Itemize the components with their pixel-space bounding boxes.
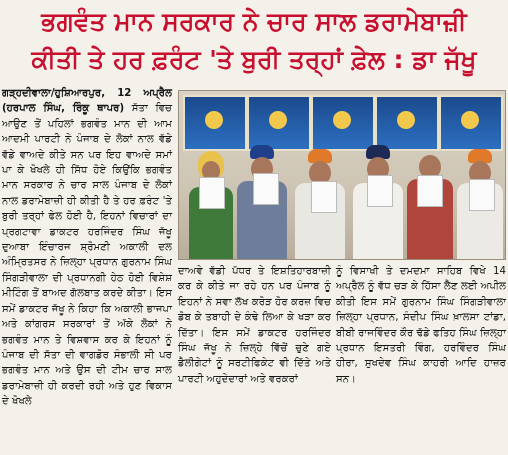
certificate xyxy=(417,175,443,207)
article-right-column-1 xyxy=(178,264,331,385)
headline-line-2: ਕੀਤੀ ਤੇ ਹਰ ਫ਼ਰੰਟ 'ਤੇ ਬੁਰੀ ਤਰ੍ਹਾਂ ਫ਼ੇਲ : ਡਾ ਜੱਖੂ xyxy=(31,45,477,74)
certificate xyxy=(253,173,279,205)
dateline: ਗੜ੍ਹਦੀਵਾਲਾ/ਹੁਸ਼ਿਆਰਪੁਰ, 12 ਅਪ੍ਰੈਲ xyxy=(2,88,172,99)
article-body-right-2: ਨੂੰ ਵਿਸਾਖੀ ਤੇ ਦਮਦਮਾ ਸਾਹਿਬ ਵਿਖੇ 14 ਅਪ੍ਰੈਲ ਨੂੰ ਵੱਧ ਚੜ ਕੇ ਹਿੱਸਾ ਲੈਣ ਲਈ ਅਪੀਲ ਕੀਤੀ ਇਸ ਸਮੇਂ ਗੁਰਨਾਮ ਸਿੰਘ ਸਿੰਗੜੀਵਾਲਾ ਜ਼ਿਲ੍ਹਾ ਪ੍ਰਧਾਨ, ਸੰਦੀਪ ਸਿੰਘ ਖ਼ਾਲਸਾ ਟਾਂਡਾ, ਬੀਬੀ ਰਾਜਵਿੰਦਰ ਕੌਰ ਢੱਡੇ ਫਤਿਹ ਸਿੰਘ ਜ਼ਿਲ੍ਹਾ ਪ੍ਰਧਾਨ ਇਸਤਰੀ ਵਿੰਗ, ਹਰਵਿੰਦਰ ਸਿੰਘ ਹੀਰਾ, ਸੁਖਦੇਵ ਸਿੰਘ ਕਾਹਰੀ ਆਦਿ ਹਾਜ਼ਰ ਸਨ। xyxy=(336,266,506,385)
certificate xyxy=(367,175,393,207)
article-body-left: ਸੱਤਾ ਵਿਚ ਆਉਣ ਤੋਂ ਪਹਿਲਾਂ ਭਗਵੰਤ ਮਾਨ ਦੀ ਆਮ ਆਦਮੀ ਪਾਰਟੀ ਨੇ ਪੰਜਾਬ ਦੇ ਲੋਕਾਂ ਨਾਲ ਵੱਡੇ ਵੱਡੇ ਵਾਅਦੇ ਕੀਤੇ ਸਨ ਪਰ ਇਹ ਵਾਅਦੇ ਸਮਾਂ ਪਾ ਕੇ ਖੋਖਲੇ ਹੀ ਸਿੱਧ ਹੋਏ ਕਿਉਂਕਿ ਭਗਵੰਤ ਮਾਨ ਸਰਕਾਰ ਨੇ ਚਾਰ ਸਾਲ ਪੰਜਾਬ ਦੇ ਲੋਕਾਂ ਨਾਲ ਡਰਾਮੇਬਾਜ਼ੀ ਹੀ ਕੀਤੀ ਹੈ ਤੇ ਹਰ ਫ਼ਰੰਟ 'ਤੇ ਬੁਰੀ ਤਰ੍ਹਾਂ ਫੇਲ ਹੋਈ ਹੈ, ਇਹਨਾਂ ਵਿਚਾਰਾਂ ਦਾ ਪ੍ਰਗਟਾਵਾ ਡਾਕਟਰ ਹਰਜਿੰਦਰ ਸਿੰਘ ਜੱਖੂ ਦੁਆਬਾ ਇੰਚਾਰਜ ਸ਼੍ਰੋਮਣੀ ਅਕਾਲੀ ਦਲ ਅੰਮ੍ਰਿਤਸਰ ਨੇ ਜ਼ਿਲ੍ਹਾ ਪ੍ਰਧਾਨ ਗੁਰਨਾਮ ਸਿੰਘ ਸਿੰਗੜੀਵਾਲਾ ਦੀ ਪ੍ਰਧਾਨਗੀ ਹੇਠ ਹੋਈ ਵਿਸ਼ੇਸ਼ ਮੀਟਿੰਗ ਤੋਂ ਬਾਅਦ ਗੱਲਬਾਤ ਕਰਦੇ ਕੀਤਾ। ਇਸ ਸਮੇਂ ਡਾਕਟਰ ਜੱਖੂ ਨੇ ਕਿਹਾ ਕਿ ਅਕਾਲੀ ਭਾਜਪਾ ਅਤੇ ਕਾਂਗਰਸ ਸਰਕਾਰਾਂ ਤੋਂ ਅੱਕੇ ਲੋਕਾਂ ਨੇ ਭਗਵੰਤ ਮਾਨ ਤੇ ਵਿਸ਼ਵਾਸ ਕਰ ਕੇ ਇਹਨਾਂ ਨੂੰ ਪੰਜਾਬ ਦੀ ਸੱਤਾ ਦੀ ਵਾਗਡੋਰ ਸੰਭਾਲੀ ਸੀ ਪਰ ਭਗਵੰਤ ਮਾਨ ਅਤੇ ਉਸ ਦੀ ਟੀਮ ਚਾਰ ਸਾਲ ਡਰਾਮੇਬਾਜ਼ੀ ਹੀ ਕਰਦੀ ਰਹੀ ਅਤੇ ਹੁਣ ਵਿਕਾਸ ਦੇ ਖੋਖਲੇ xyxy=(2,103,173,408)
article-body-right-1: ਦਾਅਵੇ ਵੱਡੀ ਪੱਧਰ ਤੇ ਇਸ਼ਤਿਹਾਰਬਾਜ਼ੀ ਕਰ ਕੇ ਕੀਤੇ ਜਾ ਰਹੇ ਹਨ ਪਰ ਪੰਜਾਬ ਨੂੰ ਇਹਨਾਂ ਨੇ ਸਵਾ ਲੱਖ ਕਰੋੜ ਹੋਰ ਕਰਜ਼ ਵਿਚ ਡੋਬ ਕੇ ਤਬਾਹੀ ਦੇ ਕੰਢੇ ਲਿਆ ਕੇ ਖੜਾ ਕਰ ਦਿੱਤਾ। ਇਸ ਸਮੇਂ ਡਾਕਟਰ ਹਰਜਿੰਦਰ ਸਿੰਘ ਜੱਖੂ ਨੇ ਜ਼ਿਲ੍ਹੇ ਵਿੱਚੋਂ ਚੁਣੇ ਗਏ ਡੈਲੀਗੇਟਾਂ ਨੂੰ ਸਰਟੀਫਿਕੇਟ ਵੀ ਦਿੱਤੇ ਅਤੇ ਪਾਰਟੀ ਅਹੁਦੇਦਾਰਾਂ ਅਤੇ ਵਰਕਰਾਂ xyxy=(178,266,331,385)
article-left-column xyxy=(2,86,172,454)
bylines: (ਹਰਪਾਲ ਸਿੰਘ, ਰਿੰਕੂ ਥਾਪਰ) xyxy=(2,103,125,115)
headline-line-1: ਭਗਵੰਤ ਮਾਨ ਸਰਕਾਰ ਨੇ ਚਾਰ ਸਾਲ ਡਰਾਮੇਬਾਜ਼ੀ xyxy=(41,7,467,36)
article-right-column-2 xyxy=(336,264,506,385)
certificate xyxy=(199,177,225,209)
news-photo xyxy=(178,90,506,260)
certificate xyxy=(311,181,337,213)
headline xyxy=(0,0,508,82)
certificate xyxy=(469,179,495,211)
